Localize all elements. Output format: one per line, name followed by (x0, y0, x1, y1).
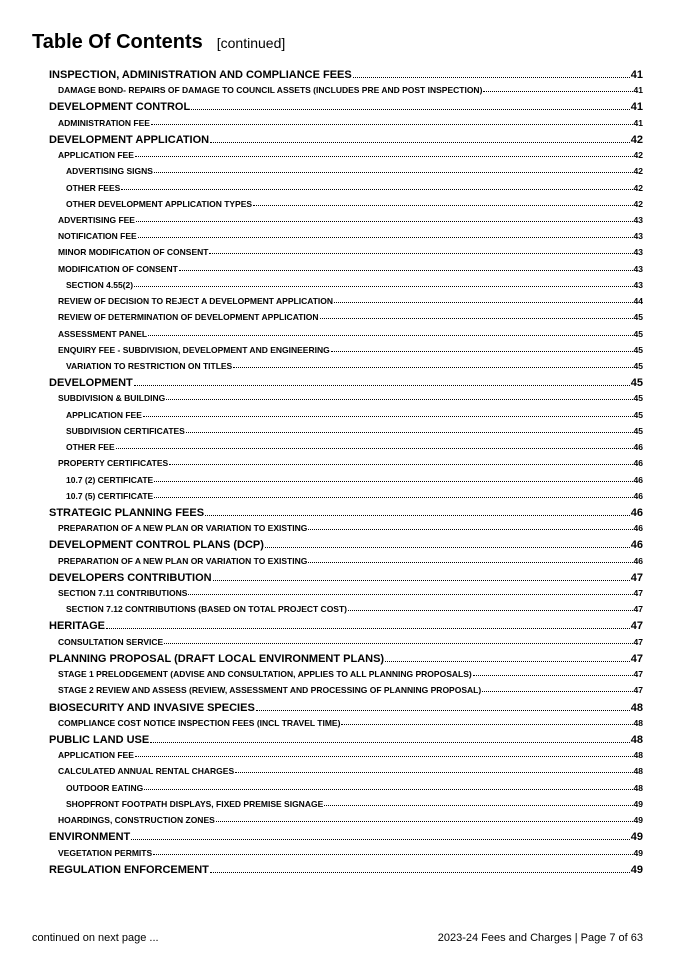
toc-entry[interactable] (58, 815, 643, 825)
toc-entry-page: 48 (630, 734, 643, 747)
toc-entry-label: STRATEGIC PLANNING FEES (49, 506, 205, 519)
toc-entry-label: CONSULTATION SERVICE (58, 636, 164, 647)
toc-entry[interactable] (58, 345, 643, 355)
toc-entry-page: 47 (633, 604, 643, 615)
toc-leader-dots (482, 690, 632, 692)
continued-note: continued on next page ... (32, 932, 159, 944)
toc-entry[interactable] (66, 491, 643, 501)
toc-leader-dots (134, 384, 630, 386)
toc-leader-dots (265, 546, 630, 548)
toc-entry-label: REVIEW OF DETERMINATION OF DEVELOPMENT APPLICATION (58, 312, 319, 323)
toc-entry-page: 45 (633, 328, 643, 339)
toc-entry[interactable] (49, 653, 643, 665)
toc-entry[interactable] (66, 183, 643, 193)
toc-entry-page: 43 (633, 214, 643, 225)
toc-entry-label: PUBLIC LAND USE (49, 734, 150, 747)
toc-entry-page: 46 (633, 523, 643, 534)
toc-leader-dots (154, 496, 632, 498)
toc-entry-page: 46 (630, 506, 643, 519)
toc-entry[interactable] (58, 150, 643, 160)
toc-leader-dots (473, 674, 633, 676)
toc-entry[interactable] (58, 685, 643, 695)
page-header (32, 31, 285, 54)
toc-leader-dots (166, 398, 632, 400)
toc-entry-label: ADVERTISING SIGNS (66, 166, 153, 177)
toc-leader-dots (131, 838, 629, 840)
toc-entry-label: PREPARATION OF A NEW PLAN OR VARIATION TO EXISTING (58, 555, 308, 566)
toc-entry-label: REVIEW OF DECISION TO REJECT A DEVELOPMENT APPLICATION (58, 296, 334, 307)
toc-entry-label: OUTDOOR EATING (66, 782, 144, 793)
toc-entry[interactable] (58, 393, 643, 403)
toc-entry[interactable] (58, 296, 643, 306)
toc-entry-page: 46 (633, 442, 643, 453)
toc-entry-page: 42 (633, 182, 643, 193)
toc-entry[interactable] (66, 475, 643, 485)
toc-entry-page: 47 (633, 669, 643, 680)
toc-entry[interactable] (58, 718, 643, 728)
toc-entry-label: ENQUIRY FEE - SUBDIVISION, DEVELOPMENT AND ENGINEERING (58, 344, 330, 355)
toc-leader-dots (334, 301, 633, 303)
toc-leader-dots (150, 741, 630, 743)
toc-entry-page: 45 (630, 377, 643, 390)
toc-leader-dots (143, 415, 633, 417)
toc-entry[interactable] (58, 264, 643, 274)
toc-entry[interactable] (49, 69, 643, 81)
toc-entry-page: 41 (633, 85, 643, 96)
toc-leader-dots (235, 771, 632, 773)
toc-leader-dots (135, 155, 633, 157)
toc-leader-dots (324, 804, 632, 806)
toc-entry-page: 49 (630, 831, 643, 844)
toc-entry-label: INSPECTION, ADMINISTRATION AND COMPLIANCE FEES (49, 69, 352, 81)
toc-entry[interactable] (49, 620, 643, 632)
toc-entry-page: 43 (633, 247, 643, 258)
toc-entry[interactable] (49, 702, 643, 714)
toc-leader-dots (134, 285, 632, 287)
toc-entry-page: 46 (633, 555, 643, 566)
toc-entry-label: ENVIRONMENT (49, 831, 131, 844)
toc-entry[interactable] (66, 166, 643, 176)
toc-entry-label: NOTIFICATION FEE (58, 231, 137, 242)
toc-entry[interactable] (58, 669, 643, 679)
toc-entry[interactable] (49, 507, 643, 519)
toc-entry-page: 42 (630, 133, 643, 146)
toc-entry-label: APPLICATION FEE (58, 750, 134, 761)
toc-entry[interactable] (66, 604, 643, 614)
toc-leader-dots (353, 76, 630, 78)
toc-entry-label: SUBDIVISION CERTIFICATES (66, 425, 185, 436)
toc-entry[interactable] (66, 442, 643, 452)
toc-leader-dots (205, 514, 630, 516)
toc-entry-page: 45 (633, 409, 643, 420)
toc-entry-label: OTHER FEE (66, 442, 115, 453)
toc-entry[interactable] (58, 247, 643, 257)
toc-leader-dots (144, 788, 632, 790)
toc-entry-page: 47 (630, 620, 643, 633)
toc-entry-label: SHOPFRONT FOOTPATH DISPLAYS, FIXED PREMISE SIGNAGE (66, 798, 324, 809)
toc-entry-label: HERITAGE (49, 620, 106, 633)
toc-entry-label: OTHER FEES (66, 182, 121, 193)
toc-entry-page: 45 (633, 312, 643, 323)
toc-entry-page: 48 (633, 766, 643, 777)
toc-leader-dots (483, 90, 632, 92)
toc-leader-dots (216, 820, 633, 822)
toc-entry[interactable] (58, 118, 643, 128)
toc-leader-dots (154, 480, 632, 482)
toc-entry-page: 48 (633, 717, 643, 728)
toc-entry-label: APPLICATION FEE (58, 150, 134, 161)
toc-leader-dots (179, 269, 633, 271)
toc-entry-label: REGULATION ENFORCEMENT (49, 863, 209, 876)
toc-entry[interactable] (58, 85, 643, 95)
toc-leader-dots (210, 871, 630, 873)
toc-entry-page: 47 (633, 636, 643, 647)
toc-entry-page: 41 (630, 69, 643, 81)
toc-entry[interactable] (58, 848, 643, 858)
toc-entry-label: STAGE 2 REVIEW AND ASSESS (REVIEW, ASSESSMENT AND PROCESSING OF PLANNING PROPOSAL) (58, 685, 482, 696)
toc-entry[interactable] (58, 215, 643, 225)
toc-leader-dots (348, 609, 633, 611)
toc-leader-dots (213, 579, 630, 581)
toc-entry-label: ADVERTISING FEE (58, 214, 135, 225)
toc-leader-dots (331, 350, 633, 352)
toc-entry-page: 49 (633, 798, 643, 809)
toc-entry-label: MODIFICATION OF CONSENT (58, 263, 178, 274)
toc-entry-page: 41 (633, 117, 643, 128)
toc-entry-label: DEVELOPMENT APPLICATION (49, 133, 210, 146)
toc-entry-page: 46 (630, 539, 643, 552)
toc-entry-page: 48 (633, 782, 643, 793)
toc-entry-page: 47 (633, 588, 643, 599)
toc-entry-label: ADMINISTRATION FEE (58, 117, 150, 128)
toc-entry-label: CALCULATED ANNUAL RENTAL CHARGES (58, 766, 235, 777)
toc-entry-page: 44 (633, 296, 643, 307)
toc-leader-dots (136, 220, 633, 222)
toc-entry[interactable] (66, 280, 643, 290)
toc-entry-page: 47 (630, 652, 643, 665)
toc-entry-label: DEVELOPERS CONTRIBUTION (49, 571, 212, 584)
toc-entry-page: 46 (633, 490, 643, 501)
toc-leader-dots (308, 561, 632, 563)
toc-leader-dots (209, 252, 632, 254)
toc-entry-label: VEGETATION PERMITS (58, 847, 153, 858)
toc-entry-label: PROPERTY CERTIFICATES (58, 458, 169, 469)
toc-entry-page: 46 (633, 474, 643, 485)
toc-entry[interactable] (66, 426, 643, 436)
toc-entry[interactable] (58, 523, 643, 533)
toc-entry-label: DEVELOPMENT CONTROL PLANS (DCP) (49, 539, 264, 552)
toc-entry-label: 10.7 (5) CERTIFICATE (66, 490, 154, 501)
toc-leader-dots (308, 528, 632, 530)
toc-entry[interactable] (58, 329, 643, 339)
page-title: Table Of Contents (32, 31, 203, 53)
toc-entry-label: SECTION 7.12 CONTRIBUTIONS (BASED ON TOTAL PROJECT COST) (66, 604, 347, 615)
toc-leader-dots (256, 709, 630, 711)
toc-entry[interactable] (66, 783, 643, 793)
page-number: 2023-24 Fees and Charges | Page 7 of 63 (437, 932, 643, 944)
toc-entry-page: 43 (633, 279, 643, 290)
toc-entry-page: 45 (633, 344, 643, 355)
toc-entry-label: DEVELOPMENT (49, 377, 133, 390)
toc-leader-dots (106, 627, 630, 629)
toc-entry-label: 10.7 (2) CERTIFICATE (66, 474, 154, 485)
toc-entry-label: OTHER DEVELOPMENT APPLICATION TYPES (66, 198, 253, 209)
page-subtitle: [continued] (216, 35, 286, 51)
toc-leader-dots (164, 642, 632, 644)
toc-entry-page: 42 (633, 166, 643, 177)
toc-leader-dots (153, 853, 632, 855)
toc-entry[interactable] (58, 766, 643, 776)
toc-entry-label: VARIATION TO RESTRICTION ON TITLES (66, 360, 233, 371)
toc-entry-page: 49 (633, 847, 643, 858)
toc-entry-label: APPLICATION FEE (66, 409, 142, 420)
toc-entry-label: STAGE 1 PRELODGEMENT (ADVISE AND CONSULTATION, APPLIES TO ALL PLANNING PROPOSALS) (58, 669, 472, 680)
toc-leader-dots (191, 108, 630, 110)
toc-entry[interactable] (66, 199, 643, 209)
toc-entry[interactable] (58, 588, 643, 598)
toc-entry-page: 43 (633, 231, 643, 242)
toc-entry[interactable] (66, 799, 643, 809)
toc-entry[interactable] (66, 410, 643, 420)
toc-leader-dots (151, 123, 633, 125)
toc-leader-dots (385, 660, 630, 662)
toc-entry-page: 45 (633, 425, 643, 436)
toc-entry[interactable] (49, 539, 643, 551)
toc-leader-dots (135, 755, 633, 757)
toc-leader-dots (169, 463, 632, 465)
toc-entry[interactable] (49, 377, 643, 389)
toc-entry-page: 46 (633, 458, 643, 469)
toc-entry[interactable] (58, 750, 643, 760)
toc-entry-label: SECTION 7.11 CONTRIBUTIONS (58, 588, 188, 599)
toc-leader-dots (121, 188, 632, 190)
toc-entry-page: 48 (630, 701, 643, 714)
toc-leader-dots (186, 431, 633, 433)
toc-entry-page: 42 (633, 150, 643, 161)
toc-entry-page: 45 (633, 393, 643, 404)
toc-entry-label: PLANNING PROPOSAL (DRAFT LOCAL ENVIRONMENT PLANS) (49, 652, 385, 665)
toc-leader-dots (188, 593, 632, 595)
toc-entry[interactable] (49, 864, 643, 876)
toc-leader-dots (341, 723, 632, 725)
toc-leader-dots (154, 171, 633, 173)
toc-entry-page: 49 (630, 863, 643, 876)
toc-entry[interactable] (49, 572, 643, 584)
toc-leader-dots (253, 204, 632, 206)
toc-entry[interactable] (58, 231, 643, 241)
toc-entry[interactable] (66, 361, 643, 371)
toc-leader-dots (233, 366, 632, 368)
toc-entry-label: SUBDIVISION & BUILDING (58, 393, 166, 404)
toc-entry-label: COMPLIANCE COST NOTICE INSPECTION FEES (INCL TRAVEL TIME) (58, 717, 341, 728)
toc-entry[interactable] (49, 831, 643, 843)
toc-entry-label: HOARDINGS, CONSTRUCTION ZONES (58, 815, 215, 826)
toc-entry-label: PREPARATION OF A NEW PLAN OR VARIATION TO EXISTING (58, 523, 308, 534)
toc-leader-dots (210, 141, 630, 143)
toc-entry-label: BIOSECURITY AND INVASIVE SPECIES (49, 701, 255, 714)
toc-entry-label: MINOR MODIFICATION OF CONSENT (58, 247, 209, 258)
toc-entry-page: 47 (630, 571, 643, 584)
toc-entry-label: DEVELOPMENT CONTROL (49, 101, 191, 114)
toc-entry-page: 49 (633, 815, 643, 826)
toc-leader-dots (148, 334, 632, 336)
toc-entry-label: ASSESSMENT PANEL (58, 328, 148, 339)
toc-entry-label: SECTION 4.55(2) (66, 279, 134, 290)
toc-entry-page: 45 (633, 360, 643, 371)
toc-leader-dots (320, 317, 633, 319)
toc-entry[interactable] (58, 637, 643, 647)
toc-entry[interactable] (49, 734, 643, 746)
toc-entry[interactable] (49, 101, 643, 113)
toc-entry[interactable] (49, 134, 643, 146)
toc-entry-page: 41 (630, 101, 643, 114)
toc-entry-page: 43 (633, 263, 643, 274)
toc-entry[interactable] (58, 312, 643, 322)
toc-entry-page: 48 (633, 750, 643, 761)
toc-entry-label: DAMAGE BOND- REPAIRS OF DAMAGE TO COUNCIL ASSETS (INCLUDES PRE AND POST INSPECTION) (58, 85, 483, 96)
toc-leader-dots (138, 236, 633, 238)
toc-leader-dots (116, 447, 633, 449)
toc-entry-page: 42 (633, 198, 643, 209)
toc-entry[interactable] (58, 556, 643, 566)
toc-entry[interactable] (58, 458, 643, 468)
toc-entry-page: 47 (633, 685, 643, 696)
